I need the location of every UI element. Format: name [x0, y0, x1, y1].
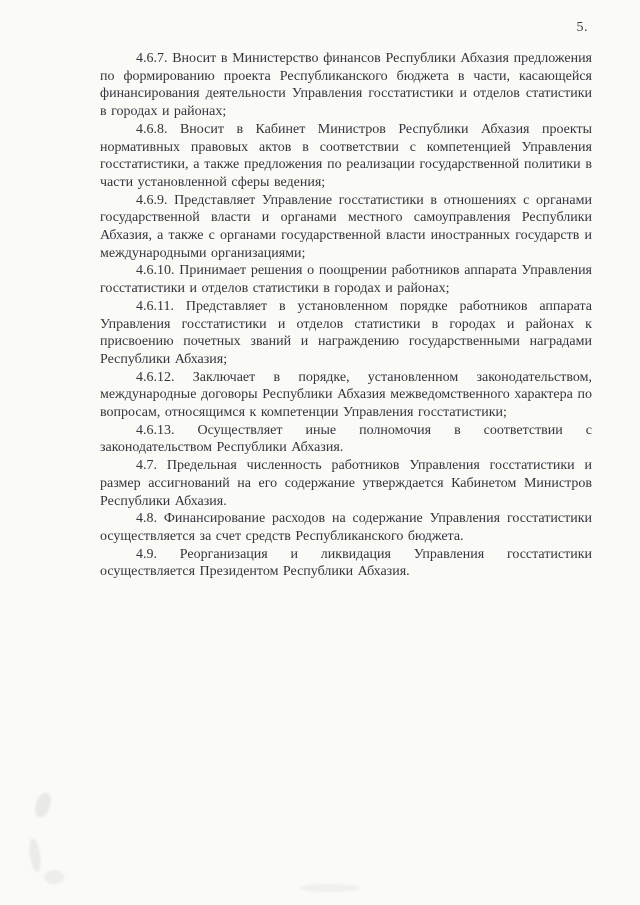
document-body — [100, 50, 592, 581]
scan-artifact — [32, 790, 53, 819]
paragraph-4-6-10: 4.6.10. Принимает решения о поощрении работников аппарата Управления госстатистики и отделов статистики в городах и районах; — [100, 263, 592, 297]
paragraph-4-6-8: 4.6.8. Вносит в Кабинет Министров Республики Абхазия проекты нормативных правовых актов в соответствии с компетенцией Управления госстатистики, а также предложения по реализации государственной политики в части установленной сферы ведения; — [100, 121, 592, 190]
paragraph-4-6-9: 4.6.9. Представляет Управление госстатистики в отношениях с органами государственной власти и органами местного самоуправления Республики Абхазия, а также с органами государственной власти иностранных государств и международными организациями; — [100, 192, 592, 261]
scan-artifact — [28, 837, 43, 872]
paragraph-4-8: 4.8. Финансирование расходов на содержание Управления госстатистики осуществляется за счет средств Республиканского бюджета. — [100, 511, 592, 544]
scan-artifact — [300, 884, 360, 892]
paragraph-4-6-7: 4.6.7. Вносит в Министерство финансов Республики Абхазия предложения по формированию проекта Республиканского бюджета в части, касающейся финансирования деятельности Управления госстатистики и отделов статистики в городах и районах; — [100, 51, 592, 120]
paragraph-4-6-12: 4.6.12. Заключает в порядке, установленном законодательством, международные договоры Республики Абхазия межведомственного характера по вопросам, относящимся к компетенции Управления госстатистики; — [100, 369, 592, 421]
paragraph-4-7: 4.7. Предельная численность работников Управления госстатистики и размер ассигнований на его содержание утверждается Кабинетом Министров Республики Абхазия. — [100, 458, 592, 509]
paragraph-4-6-13: 4.6.13. Осуществляет иные полномочия в соответствии с законодательством Республики Абхазия. — [100, 422, 592, 456]
paragraph-4-9: 4.9. Реорганизация и ликвидация Управления госстатистики осуществляется Президентом Республики Абхазия. — [100, 546, 592, 580]
page-number: 5. — [576, 20, 588, 35]
scan-artifact — [44, 870, 64, 884]
paragraph-4-6-11: 4.6.11. Представляет в установленном порядке работников аппарата Управления госстатистики и отделов статистики в городах и районах к присвоению почетных званий и награждению государственными наградами Республики Абхазия; — [100, 298, 592, 367]
